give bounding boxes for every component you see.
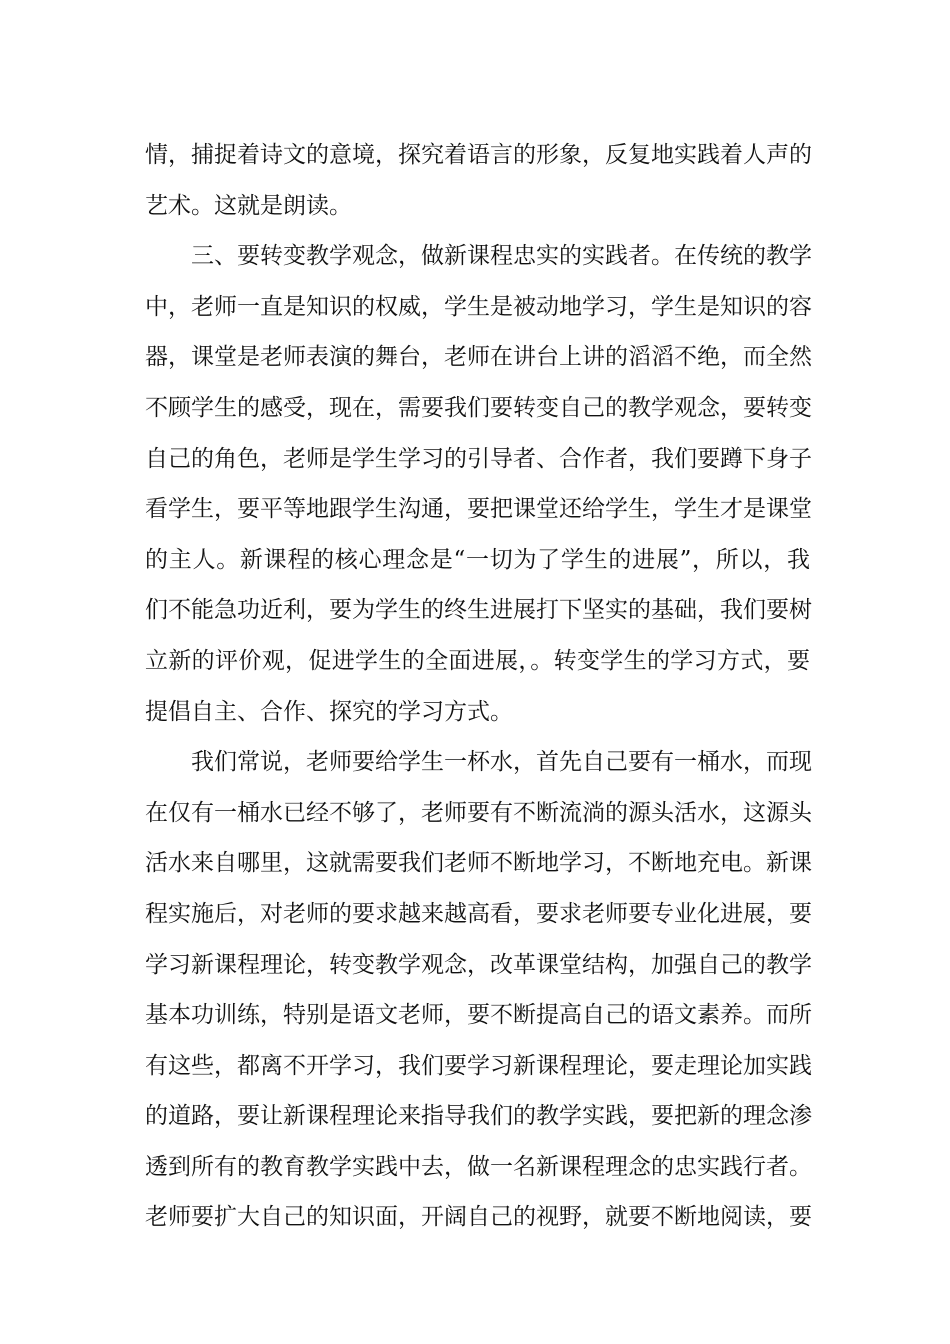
text-line: 有这些，都离不开学习，我们要学习新课程理论，要走理论加实践 (145, 1052, 812, 1079)
text-line: 活水来自哪里，这就需要我们老师不断地学习，不断地充电。新课 (145, 850, 812, 877)
text-line: 程实施后，对老师的要求越来越高看，要求老师要专业化进展，要 (145, 900, 812, 927)
text-line: 我们常说，老师要给学生一杯水，首先自己要有一桶水，而现 (191, 749, 812, 776)
document-body (145, 130, 810, 1243)
text-line: 立新的评价观，促进学生的全面进展，。转变学生的学习方式，要 (145, 647, 810, 674)
text-line: 老师要扩大自己的知识面，开阔自己的视野，就要不断地阅读，要 (145, 1204, 812, 1231)
text-line: 的道路，要让新课程理论来指导我们的教学实践，要把新的理念渗 (145, 1103, 812, 1130)
paragraph-continued (145, 130, 810, 231)
text-line: 的主人。新课程的核心理念是“一切为了学生的进展”，所以，我 (145, 546, 810, 573)
text-line: 艺术。这就是朗读。 (145, 192, 352, 219)
text-line: 在仅有一桶水已经不够了，老师要有不断流淌的源头活水，这源头 (145, 799, 812, 826)
text-line: 提倡自主、合作、探究的学习方式。 (145, 698, 513, 725)
text-line: 透到所有的教育教学实践中去，做一名新课程理念的忠实践行者。 (145, 1153, 812, 1180)
text-line: 学习新课程理论，转变教学观念，改革课堂结构，加强自己的教学 (145, 951, 812, 978)
text-line: 器，课堂是老师表演的舞台，老师在讲台上讲的滔滔不绝，而全然 (145, 344, 812, 371)
text-line: 三、要转变教学观念，做新课程忠实的实践者。在传统的教学 (191, 243, 812, 270)
text-line: 不顾学生的感受，现在，需要我们要转变自己的教学观念，要转变 (145, 394, 812, 421)
text-line: 看学生，要平等地跟学生沟通，要把课堂还给学生，学生才是课堂 (145, 496, 812, 523)
text-line: 自己的角色，老师是学生学习的引导者、合作者，我们要蹲下身子 (145, 445, 812, 472)
paragraph-three (145, 231, 810, 737)
paragraph-four (145, 737, 810, 1243)
text-line: 基本功训练，特别是语文老师，要不断提高自己的语文素养。而所 (145, 1002, 812, 1029)
text-line: 情，捕捉着诗文的意境，探究着语言的形象，反复地实践着人声的 (145, 142, 812, 168)
text-line: 中，老师一直是知识的权威，学生是被动地学习，学生是知识的容 (145, 293, 812, 320)
text-line: 们不能急功近利，要为学生的终生进展打下坚实的基础，我们要树 (145, 597, 812, 624)
